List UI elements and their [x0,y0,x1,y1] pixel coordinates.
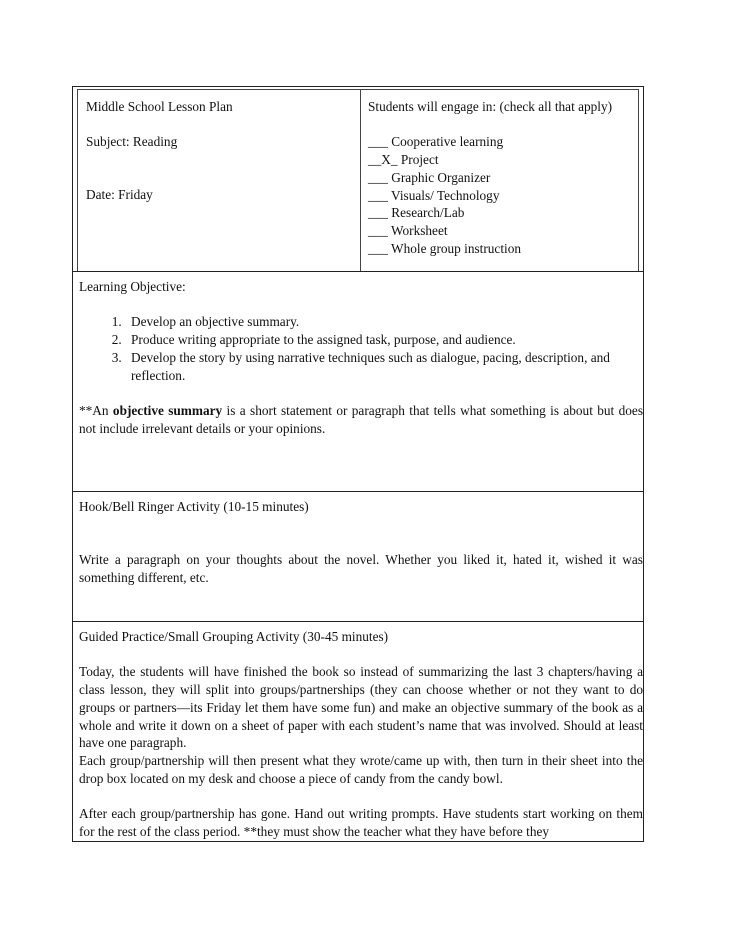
engage-heading: Students will engage in: (check all that apply) [368,99,613,114]
header-section [73,87,643,272]
engage-item-whole-group: ___ Whole group instruction [368,240,522,256]
objective-item: 3. Develop the story by using narrative techniques such as dialogue, pacing, description, and reflection. [125,349,643,384]
note-bold-term: objective summary [112,402,223,418]
hook-section [73,492,643,622]
header-right-column [368,98,638,257]
note-prefix: **An [79,402,113,418]
engage-item-worksheet: ___ Worksheet [368,222,448,238]
column-divider [360,90,361,271]
date-line: Date: Friday [86,187,153,203]
subject-line: Subject: Reading [86,134,178,150]
engage-item-research: ___ Research/Lab [368,205,465,221]
objective-heading: Learning Objective: [79,279,186,294]
plan-title: Middle School Lesson Plan [86,99,233,114]
engage-item-visuals: ___ Visuals/ Technology [368,187,500,203]
guided-section [73,622,643,843]
objective-item: 2. Produce writing appropriate to the assigned task, purpose, and audience. [125,331,643,349]
engage-item-graphic-organizer: ___ Graphic Organizer [368,169,491,185]
engage-item-cooperative: ___ Cooperative learning [368,134,504,150]
lesson-plan-table [72,86,644,842]
guided-paragraph-3: After each group/partnership has gone. Hand out writing prompts. Have students start working on them for the rest of the class period. **they must show the teacher what they have before they [79,806,643,839]
header-inner-box [77,89,639,271]
objective-item: 1. Develop an objective summary. [125,313,643,331]
objective-section [73,272,643,492]
engage-item-project: __X_ Project [368,152,439,168]
guided-paragraph-1: Today, the students will have finished the book so instead of summarizing the last 3 chapters/having a class lesson, they will split into groups/partnerships (they can choose whether or not they want to do groups or partners—its Friday let them have some fun) and make an objective summary of the book as a whole and write it down on a sheet of paper with each student’s name that was involved. Should at least have one paragraph. [79,664,643,751]
hook-body: Write a paragraph on your thoughts about the novel. Whether you liked it, hated it, wished it was something different, etc. [79,552,643,585]
guided-paragraph-2: Each group/partnership will then present what they wrote/came up with, then turn in their sheet into the drop box located on my desk and choose a piece of candy from the candy bowl. [79,752,643,786]
hook-heading: Hook/Bell Ringer Activity (10-15 minutes) [79,499,309,514]
objective-list [79,313,643,384]
guided-heading: Guided Practice/Small Grouping Activity (30-45 minutes) [79,629,389,644]
header-left-column [86,98,356,204]
objective-summary-note [79,402,643,437]
note-rest: is a short statement or paragraph that tells what something is about but does not include irrelevant details or your opinions. [79,402,643,436]
